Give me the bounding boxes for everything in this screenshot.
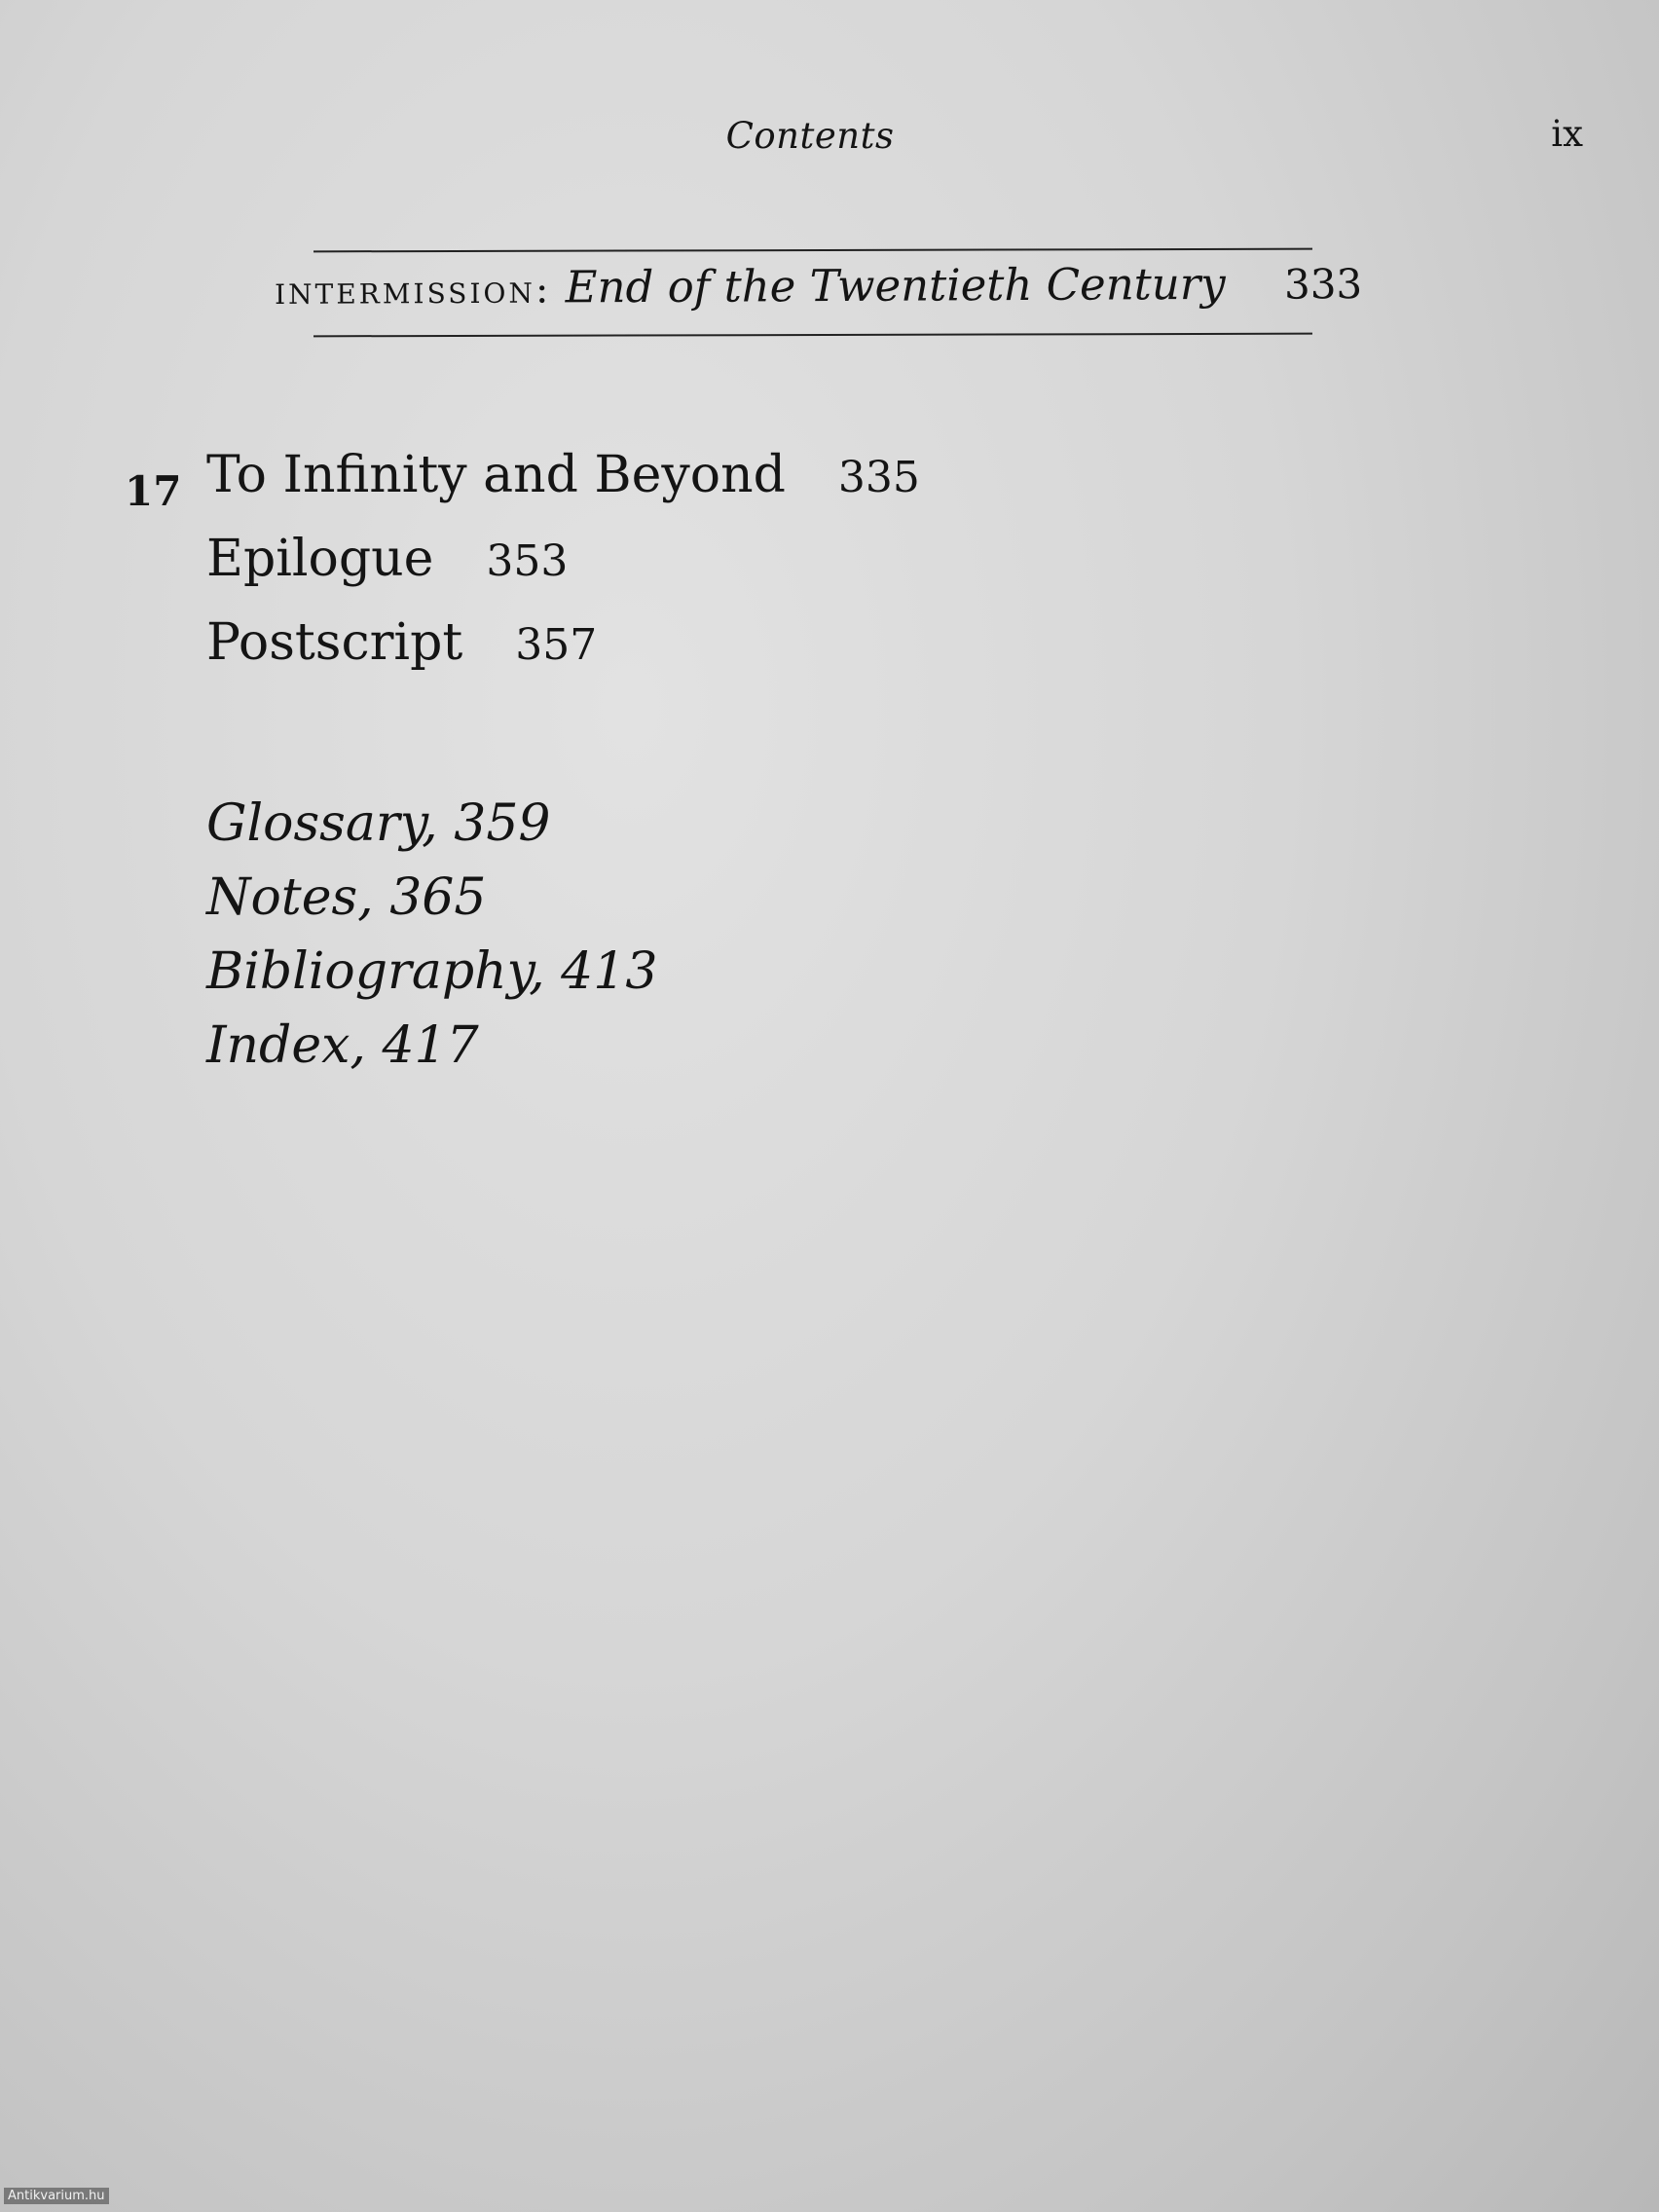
back-matter-list bbox=[206, 787, 657, 1083]
intermission-label: intermission: bbox=[274, 267, 552, 313]
chapter-number: 17 bbox=[125, 467, 182, 515]
back-matter-index[interactable]: Index, 417 bbox=[206, 1016, 479, 1075]
intermission-entry[interactable] bbox=[275, 257, 1362, 314]
back-matter-bibliography[interactable]: Bibliography, 413 bbox=[206, 942, 658, 1001]
running-head: Contents bbox=[725, 115, 895, 157]
entry-page: 335 bbox=[837, 453, 920, 502]
intermission-title: End of the Twentieth Century bbox=[565, 257, 1226, 313]
intermission-page: 333 bbox=[1283, 260, 1363, 309]
entry-title: To Infinity and Beyond bbox=[206, 446, 786, 504]
watermark-text: Antikvarium.hu bbox=[4, 2188, 109, 2204]
entry-title: Epilogue bbox=[206, 530, 434, 588]
back-matter-notes[interactable]: Notes, 365 bbox=[206, 868, 487, 927]
entry-title: Postscript bbox=[206, 613, 463, 672]
entry-page: 353 bbox=[486, 536, 569, 586]
rule-top bbox=[313, 248, 1312, 253]
entry-page: 357 bbox=[515, 620, 598, 670]
back-matter-glossary[interactable]: Glossary, 359 bbox=[206, 794, 551, 853]
rule-bottom bbox=[313, 333, 1312, 338]
page-number: ix bbox=[1551, 113, 1583, 155]
